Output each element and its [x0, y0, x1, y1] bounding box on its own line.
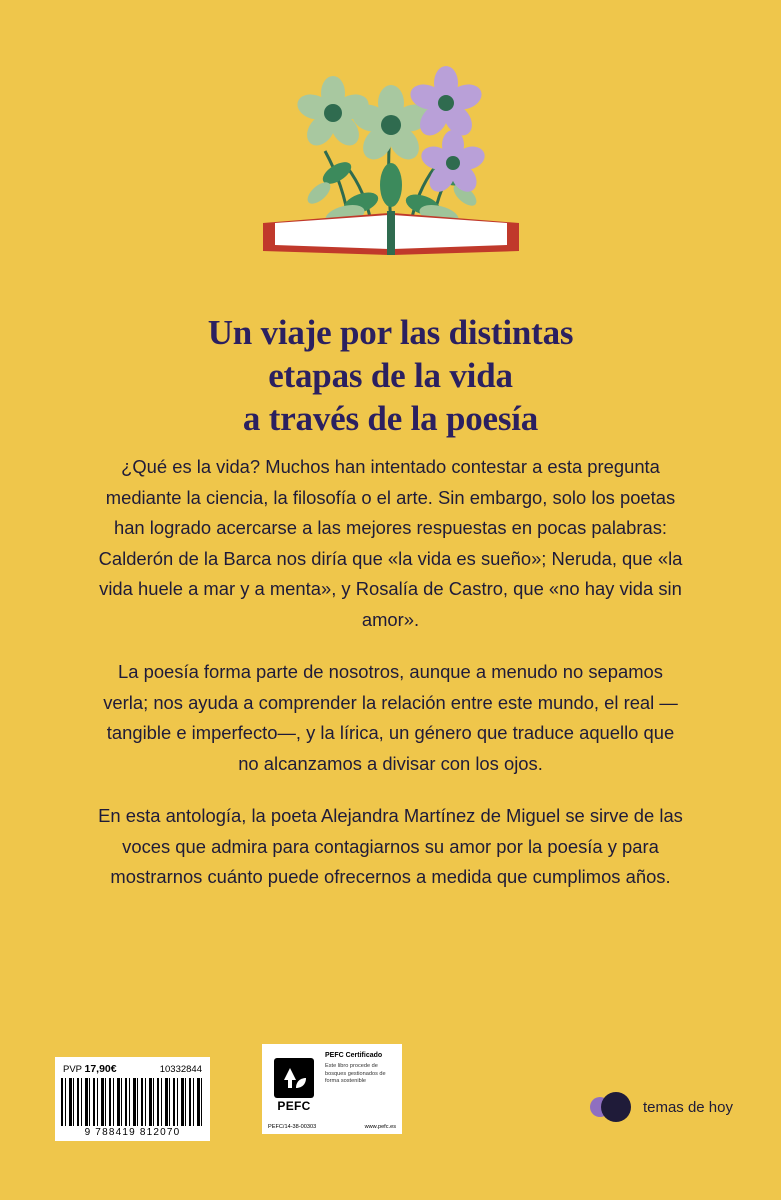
- blurb-paragraph-3: En esta antología, la poeta Alejandra Martínez de Miguel se sirve de las voces que admira para contagiarnos su amor por la poesía y para mostrarnos cuánto puede ofrecernos a medida que cumplimos años.: [98, 805, 683, 887]
- publisher-name: temas de hoy: [642, 1098, 733, 1116]
- pefc-certification-badge: [262, 1044, 402, 1134]
- pefc-wordmark: PEFC: [277, 1098, 311, 1113]
- publisher-circle-dark: [601, 1092, 631, 1122]
- barcode: [55, 1057, 210, 1141]
- pefc-logo: [268, 1049, 320, 1121]
- barcode-header: [61, 1061, 204, 1078]
- headline-line-1: Un viaje por las distintas: [207, 313, 574, 353]
- flower-book-svg: [241, 55, 541, 265]
- pefc-tree-icon: [274, 1058, 314, 1098]
- price-value: 17,90€: [84, 1063, 117, 1075]
- publisher-logo: [590, 1092, 733, 1122]
- pefc-description: Este libro procede de bosques gestionados de forma sostenible: [325, 1063, 386, 1084]
- internal-code: 10332844: [159, 1064, 202, 1075]
- pefc-code: PEFC/14-38-00303: [268, 1124, 317, 1130]
- blurb-paragraph-2: La poesía forma parte de nosotros, aunque a menudo no sepamos verla; nos ayuda a comprender la relación entre este mundo, el real —tangible e imperfecto—, y la lírica, un género que traduce aquello que no alcanzamos a divisar con los ojos.: [103, 661, 678, 774]
- isbn-digits: 9 788419 812070: [84, 1127, 181, 1138]
- pefc-website: www.pefc.es: [364, 1124, 396, 1130]
- headline-line-2: etapas de la vida: [268, 356, 513, 396]
- page-title: [0, 311, 781, 440]
- publisher-mark-icon: [590, 1092, 634, 1122]
- headline-line-3: a través de la poesía: [242, 399, 539, 439]
- pefc-heading: PEFC Certificado: [325, 1052, 383, 1059]
- blurb-text: [98, 452, 683, 893]
- price-label: PVP 17,90€: [63, 1063, 117, 1075]
- barcode-bars: [61, 1078, 204, 1126]
- open-book-shape: [263, 211, 519, 255]
- open-book-with-flowers-illustration: [0, 55, 781, 280]
- blurb-paragraph-1: ¿Qué es la vida? Muchos han intentado contestar a esta pregunta mediante la ciencia, la filosofía o el arte. Sin embargo, solo los poetas han logrado acercarse a las mejores respuestas en pocas palabras: Calderón de la Barca nos diría que «la vida es sueño»; Neruda, que «la vida huele a mar y a menta», y Rosalía de Castro, que «no hay vida sin amor».: [98, 456, 683, 630]
